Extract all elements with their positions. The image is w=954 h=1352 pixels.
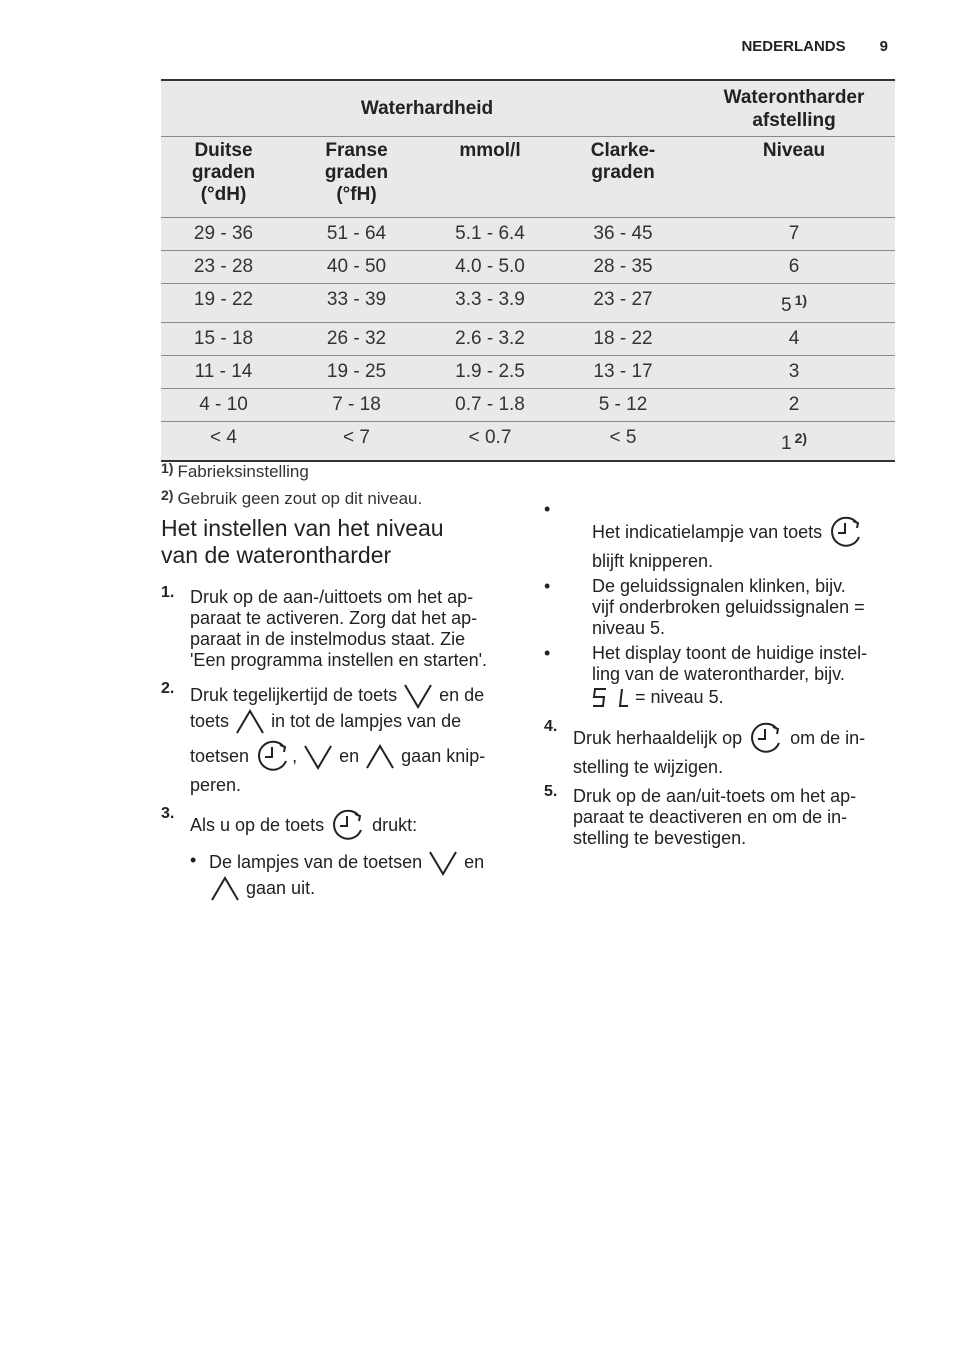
- table-row: 4 - 10 7 - 18 0.7 - 1.8 5 - 12 2: [161, 389, 895, 422]
- footnote-1: $^{1)}$ Fabrieksinstelling: [161, 460, 309, 481]
- column-header-row: [161, 137, 895, 218]
- footnote-2: $^{2)}$ Gebruik geen zout op dit niveau.: [161, 487, 423, 508]
- col-header-dh: Duitse graden (°dH): [161, 137, 286, 218]
- chevron-down-icon: [402, 683, 434, 709]
- timer-icon: [254, 739, 292, 775]
- left-column: [161, 515, 516, 910]
- water-hardness-table: [161, 79, 895, 462]
- footnote-ref: 1): [794, 292, 808, 308]
- timer-icon: [329, 808, 367, 844]
- table-row: 15 - 18 26 - 32 2.6 - 3.2 18 - 22 4: [161, 323, 895, 356]
- col-header-mmol: mmol/l: [427, 137, 553, 218]
- step3-bullet-2: • Het indicatielampje van toets blijft knipperen.: [544, 515, 904, 572]
- step3-bullet-3: • De geluidssignalen klinken, bijv. vijf onderbroken geluidssignalen = niveau 5.: [544, 576, 904, 639]
- chevron-up-icon: [364, 744, 396, 770]
- col-header-fh: Franse graden (°fH): [286, 137, 427, 218]
- page-number: 9: [879, 38, 888, 55]
- chevron-down-icon: [302, 744, 334, 770]
- table-row: < 4 < 7 < 0.7 < 5 1 $^{2)}$: [161, 422, 895, 462]
- right-column: [544, 515, 904, 857]
- group-header-hardness: Waterhardheid: [161, 80, 693, 137]
- col-header-clarke: Clarke- graden: [553, 137, 693, 218]
- step-4: 4. Druk herhaaldelijk op om de in- stelling te wijzigen.: [544, 718, 866, 778]
- level-cell: 5 $^{1)}$: [693, 284, 895, 323]
- group-header-softener: Waterontharder afstelling: [693, 80, 895, 137]
- page-header: [741, 38, 888, 55]
- timer-icon: [827, 515, 865, 551]
- step-2: 2. Druk tegelijkertijd de toets en de toets in tot de lampjes van de toetsen , en gaan knip- peren.: [161, 680, 486, 795]
- timer-icon: [747, 721, 785, 757]
- step-5: 5. Druk op de aan/uit-toets om het ap- paraat te deactiveren en om de in- stelling te bevestigen.: [544, 783, 857, 849]
- table-row: 19 - 22 33 - 39 3.3 - 3.9 23 - 27 5 $^{1)}$: [161, 284, 895, 323]
- table-row: 11 - 14 19 - 25 1.9 - 2.5 13 - 17 3: [161, 356, 895, 389]
- level-cell: 1 $^{2)}$: [693, 422, 895, 462]
- step-3: 3. Als u op de toets drukt: • De lampjes van de toetsen en gaan uit.: [161, 808, 516, 902]
- table-row: 29 - 36 51 - 64 5.1 - 6.4 36 - 45 7: [161, 218, 895, 251]
- display-segment-icon: [592, 687, 630, 709]
- step3-bullet-1: • De lampjes van de toetsen en gaan uit.: [190, 850, 516, 902]
- footnote-ref: 2): [794, 430, 808, 446]
- section-title: Het instellen van het niveau van de waterontharder: [161, 515, 444, 568]
- chevron-up-icon: [209, 876, 241, 902]
- table-row: 23 - 28 40 - 50 4.0 - 5.0 28 - 35 6: [161, 251, 895, 284]
- chevron-down-icon: [427, 850, 459, 876]
- chevron-up-icon: [234, 709, 266, 735]
- col-header-level: Niveau: [693, 137, 895, 218]
- header-language: NEDERLANDS: [741, 38, 846, 55]
- step-1: 1. Druk op de aan-/uittoets om het ap- paraat te activeren. Zorg dat het ap- paraat in de instelmodus staat. Zie 'Een programma instellen en starten'.: [161, 584, 488, 670]
- step3-bullet-4: • Het display toont de huidige instel- ling van de waterontharder, bijv. = niveau 5.: [544, 643, 904, 709]
